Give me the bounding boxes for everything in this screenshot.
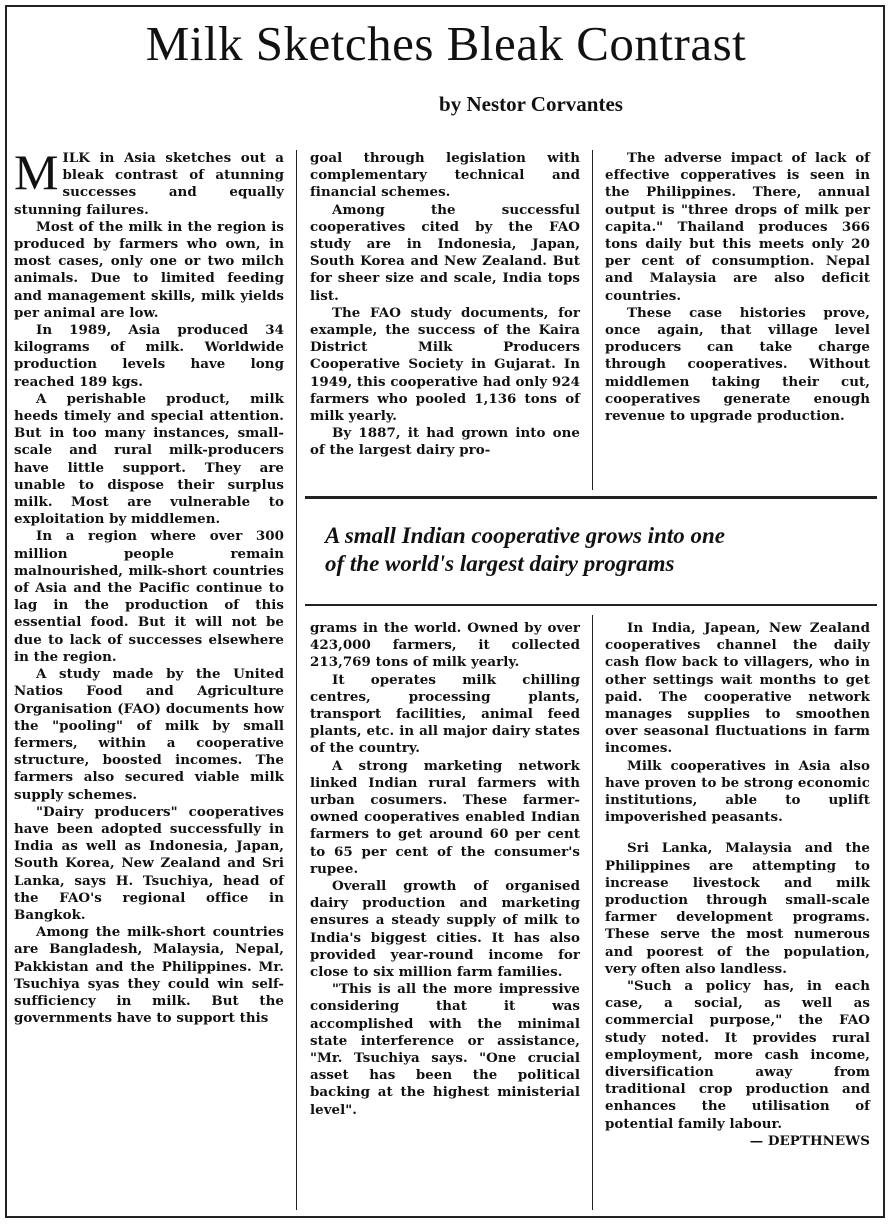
paragraph: "This is all the more impressive considering that it was accomplished with the minimal state interference or assistance, "Mr. Tsuchiya says. "One crucial asset has been the political backing at the highest ministerial level". bbox=[310, 981, 580, 1118]
column-divider bbox=[592, 615, 593, 1210]
pull-quote-deck bbox=[305, 522, 875, 578]
column-1 bbox=[14, 144, 284, 1027]
paragraph: In India, Japean, New Zealand cooperatives channel the daily cash flow back to villagers, who in other settings wait months to get paid. The cooperative network manages supplies to smoothen over seasonal fluctuations in farm incomes. bbox=[605, 620, 870, 757]
deck-rule-bottom bbox=[305, 604, 877, 606]
paragraph: In 1989, Asia produced 34 kilograms of milk. Worldwide production levels have long reached 189 kgs. bbox=[14, 322, 284, 390]
paragraph: Sri Lanka, Malaysia and the Philippines are attempting to increase livestock and milk production through small-scale farmer development programs. These serve the most numerous and poorest of the population, very often also landless. bbox=[605, 840, 870, 977]
column-divider bbox=[296, 150, 297, 1210]
deck-rule-top bbox=[305, 496, 877, 499]
section-gap bbox=[605, 826, 870, 840]
drop-cap: M bbox=[14, 144, 59, 200]
headline: Milk Sketches Bleak Contrast bbox=[145, 16, 747, 71]
paragraph: Most of the milk in the region is produced by farmers who own, in most cases, only one or two milch animals. Due to limited feeding and management skills, milk yields per animal are low. bbox=[14, 218, 284, 321]
paragraph: By 1887, it had grown into one of the largest dairy pro- bbox=[310, 425, 580, 459]
paragraph: Among the successful cooperatives cited by the FAO study are in Indonesia, Japan, South Korea and New Zealand. But for sheer size and scale, India tops list. bbox=[310, 201, 580, 304]
paragraph: goal through legislation with complementary technical and financial schemes. bbox=[310, 150, 580, 201]
paragraph: The FAO study documents, for example, the success of the Kaira District Milk Producers Cooperative Society in Gujarat. In 1949, this cooperative had only 924 farmers who pooled 1,136 tons of milk yearly. bbox=[310, 304, 581, 425]
paragraph: The adverse impact of lack of effective copperatives is seen in the Philippines. There, annual output is "three drops of milk per capita." Thailand produces 366 tons daily but this meets only 20 per cent of consumption. Nepal and Malaysia are also deficit countries. bbox=[605, 150, 870, 304]
column-2-top bbox=[310, 150, 580, 460]
column-2-bottom bbox=[310, 620, 580, 1119]
paragraph: Milk cooperatives in Asia also have proven to be strong economic institutions, able to uplift impoverished peasants. bbox=[605, 757, 870, 826]
paragraph: In a region where over 300 million people remain malnourished, milk-short countries of Asia and the Pacific continue to lag in the production of this essential food. But it will not be due to lack of successes elsewhere in the region. bbox=[14, 528, 284, 665]
paragraph: grams in the world. Owned by over 423,000 farmers, it collected 213,769 tons of milk yearly. bbox=[310, 620, 580, 671]
paragraph: These case histories prove, once again, that village level producers can take charge through cooperatives. Without middlemen taking their cut, cooperatives generate enough revenue to upgrade production. bbox=[605, 304, 870, 425]
paragraph: It operates milk chilling centres, processing plants, transport facilities, animal feed plants, etc. in all major dairy states of the country. bbox=[310, 671, 580, 757]
paragraph: Overall growth of organised dairy production and marketing ensures a steady supply of milk to India's biggest cities. It has also provided year-round income for close to six million farm families. bbox=[310, 878, 580, 981]
paragraph: A study made by the United Natios Food and Agriculture Organisation (FAO) documents how the "pooling" of milk by small fermers, within a cooperative structure, boosted incomes. The farmers also secured viable milk supply schemes. bbox=[14, 666, 284, 803]
paragraph: Among the milk-short countries are Bangladesh, Malaysia, Nepal, Pakkistan and the Philippines. Mr. Tsuchiya syas they could win self-sufficiency in milk. But the governments have to support this bbox=[14, 924, 284, 1027]
byline: by Nestor Corvantes bbox=[439, 92, 623, 116]
column-3-bottom bbox=[605, 620, 870, 1150]
deck-line-2: of the world's largest dairy programs bbox=[325, 551, 675, 576]
paragraph: "Such a policy has, in each case, a social, as well as commercial purpose," the FAO study noted. It provides rural employment, more cash income, diversification away from traditional crop production and enhances the utilisation of potential family labour. bbox=[605, 978, 870, 1132]
paragraph: A perishable product, milk heeds timely and special attention. But in too many instances, small-scale and rural milk-producers have little support. They are unable to dispose their surplus milk. Most are vulnerable to exploitation by middlemen. bbox=[14, 390, 284, 528]
deck-line-1: A small Indian cooperative grows into one bbox=[325, 523, 725, 548]
column-3-top bbox=[605, 150, 870, 425]
paragraph: A strong marketing network linked Indian rural farmers with urban cosumers. These farmer-owned cooperatives enabled Indian farmers to get around 60 per cent to 65 per cent of the consumer's rupee. bbox=[310, 757, 580, 877]
column-divider bbox=[592, 150, 593, 490]
paragraph: "Dairy producers" cooperatives have been adopted successfully in India as well as Indonesia, Japan, South Korea, New Zealand and Sri Lanka, says H. Tsuchiya, head of the FAO's regional office in Bangkok. bbox=[14, 803, 284, 923]
paragraph: MILK in Asia sketches out a bleak contrast of atunning successes and equally stunning failures. bbox=[14, 144, 284, 218]
credit-line: — DEPTHNEWS bbox=[749, 1132, 870, 1149]
